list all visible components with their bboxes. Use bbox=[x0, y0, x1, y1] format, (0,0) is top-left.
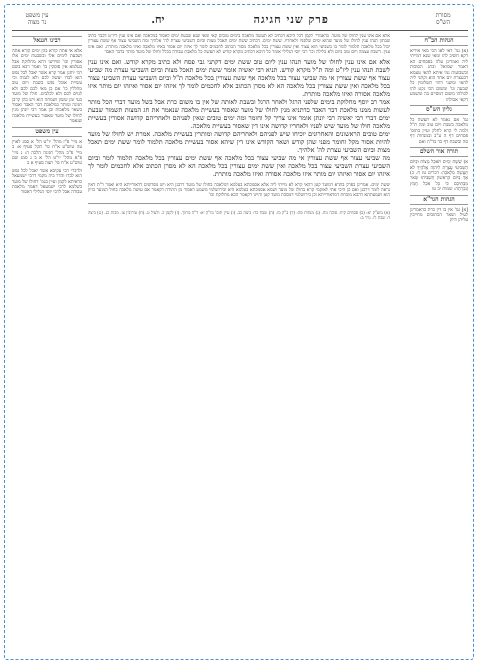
chapter-title: פרק שני חגיגה bbox=[253, 12, 329, 26]
gemara-paragraph-1: אלא אם אינו ענין לחולו של מועד תנהו ענין ליום טוב ששת ימים דקתני גבי פסח ולא כתיב מקרא קודש. ואם אינו ענין לשבת תנהו ענין ליו"ט ומה ת"ל מקרא קודש. תניא רבי יאשיה אומר ששת ימים תאכל מצות וביום השביעי עצרת מה שביעי עצור אף ששת עצורין אי מה שביעי עצור בכל מלאכה אף ששת עצורין בכל מלאכה ת"ל וביום השביעי עצרת השביעי עצור בכל מלאכה ואין ששת עצורין בכל מלאכה הא לא מסרן הכתוב אלא לחכמים לומר לך איזהו יום אסור ואיזהו יום מותר איזו מלאכה אסורה ואיזו מלאכה מותרת. bbox=[88, 58, 390, 99]
haggahot-bach-title: הגהות הב"ח bbox=[410, 36, 468, 46]
left-column-extra-text: ולדברי רבי עקיבא אשר יאכל לכל נפש הוא לבדו והדר ביה מקמי דרבי ישמעאל כדאיתא לקמן ועיין בגמ' דחולו של מועד בשלמא לרבי ישמעאל דאמר מלאכת עבודה אבל לרבי יוסי הגלילי דאסור bbox=[12, 168, 82, 196]
header-rule bbox=[12, 30, 468, 31]
masoret-label: מסורת הש"ס bbox=[435, 12, 451, 26]
gemara-text bbox=[88, 58, 390, 178]
notes-text: (א) מוע"ק יא: (ב) פסחים קיח. סוכה מח. (ג) מנחות סה: (ד) ב"ק מו. (ה) שבת כד: ביצה כב. (ו) עיין תוס' מו"ק יא: ד"ה מתוך. (ז) לקמן כ. ולעיל ט. (ח) עירובין צו. מכות כג. (ט) ביצה ד: שבת לז. נזיר ב: bbox=[88, 210, 390, 221]
rabbeinu-chananel-text: אלא אי אתה קורא בהן ימים קורא אתה ושבעת לימים אלו ובשבעת ימים אלו אסורין וכו' ופירשו דהא מחלוקת אבל בעלמא אין פוסקין כו' ואמר רבא בשם רבי יוחנן אמר קרא אשר יאכל לכל נפש הוא לבדו יעשה לכם ולא לגבוה וכי עשיית אוכל נפש בשבת ויום טוב מחללין כו' אם כן מאי לכם לכם ולא לגוים לכם ולא לכלבים. חולו של מועד בעי זמן ששון ושמחה הוא ויש בהן קרבן חגיגה ומותר במלאכת דבר האבד ואסור בשאר מלאכות וכן אמר רבי יונתן מנין לחולו של מועד שאסור בעשיית מלאכה שנאמר bbox=[12, 49, 82, 125]
gilyon-shas-title: גליון הש"ס bbox=[410, 105, 468, 115]
left-margin-column bbox=[12, 34, 82, 644]
ein-mishpat-label: עין משפט נר מצוה bbox=[25, 12, 49, 26]
haggahot-bach-text: (א) גמ' דאי לאו הכי מאי איריא דקא חשיב להו ומאי שנא דמייתי ליה ואמרינן עלה בפסחים הא דאמר שמואל ובחג הסוכות ובשבועות נמי איתא להאי טעמא דבעצרת יום אחד הוא וקתני ליה להאי ומשני דהוי תשלומין כל שבעה וגו' ומשום הכי נקט להו לכולהו משום דמסיים בה ומשמע דקאי אכולהו bbox=[410, 49, 468, 103]
gemara-paragraph-3: ימים טובים הראשונים והאחרונים יוכיחו שיש לפניהם ולאחריהם קדושה ומותרין בעשיית מלאכה. אמרת יש לחולו של מועד להיות אסור מקל וחומר מפני שהן קודש ושאר הקודש אינו דין שיהא אסור בעשיית מלאכה תלמוד לומר ששת ימים תאכל מצות וביום השביעי עצרת לה' אלהיך. bbox=[88, 130, 390, 155]
bottom-notes bbox=[88, 203, 390, 220]
page-header bbox=[12, 10, 468, 28]
gemara-paragraph-2: אמר רב יוסף מחלוקת בימים שלפני הרגל ולאחר הרגל ובשבת לאותה של אין בו משום כרת אבל בשל מועד דברי הכל מותר לעשות ממנו מלאכת דבר האבד כדתניא מנין לחולו של מועד שאסור בעשיית מלאכה שנאמר את חג המצות תשמור שבעת ימים דברי רבי יאשיה רבי יונתן אומר אינו צריך קל וחומר ומה ימים טובים שאין לפניהם ולאחריהם קדושה אסורין בעשיית מלאכה חולו של מועד שיש לפניו ולאחריו קדושה אינו דין שאסור בעשיית מלאכה. bbox=[88, 98, 390, 131]
tosafot-commentary bbox=[88, 183, 390, 199]
torah-or-text: א) שֵׁשֶׁת יָמִים תֹּאכַל מַצּוֹת וּבַיּוֹם הַשְּׁבִיעִי עֲצֶרֶת לַיהוָה אֱלֹהֶיךָ לֹא תַעֲשֶׂה מְלָאכָה: דברים טז ח. ב) אַךְ בַּיּוֹם הָרִאשׁוֹן תַּשְׁבִּיתוּ שְּׂאֹר מִבָּתֵּיכֶם כִּי כָּל אֹכֵל חָמֵץ וְנִכְרְתָה: שמות יב טו bbox=[410, 160, 468, 193]
tosafot-text: ששת ימים. אמרינן בפרק בתרא דמועד קטן דהאי קרא לא מייתי ליה אלא אסמכתא בעלמא דמלאכה בחולו של מועד דרבנן היא ויש מפרשים דדאורייתא היא ואמר ר"ת דאין נראה לומר דרבנן ואם כן היכי אתי לאוקמי קרא בחולו של מועד ושמא אסמכתא בעלמא היא ובירושלמי משמע דאסור מן התורה דקאמר אם עושה מלאכה בחול המועד בזיון הוא ושמעתתא דהכא מוכחת דמדאורייתא וכן בירושלמי דמסכת מועד קטן והיינו דקאמר הכא מחלוקת וכו' bbox=[88, 182, 390, 199]
gilyon-shas-text: גמ' אם נאמר לא תעשה כל מלאכה בשבת ויום טוב ומה ת"ל ולמה לי קרא לחלק ועיין בתוס' פסחים דף ה ע"ב ובמנחות דף סה ובשבת דף כד בד"ה ואם bbox=[410, 118, 468, 145]
folio-number: יח. bbox=[151, 12, 165, 26]
ein-mishpat-title: עין משפט bbox=[12, 127, 82, 137]
gemara-paragraph-4: מה שביעי עצור אף ששת עצורין אי מה שביעי עצור בכל מלאכה אף ששת ימים עצורין בכל מלאכה תלמוד לומר וביום השביעי עצרת השביעי עצור בכל מלאכה ואין ששת ימים עצורין בכל מלאכה הא לא מסרן הכתוב אלא לחכמים לומר לך איזהו יום אסור ואיזהו יום מותר איזו מלאכה אסורה ואיזו מלאכה מותרת. bbox=[88, 154, 390, 179]
right-margin-column bbox=[410, 34, 468, 644]
haggahot-gra-title: הגהות הגר"א bbox=[410, 195, 468, 205]
ein-mishpat-text: א מיי' פ"ז מהל' יו"ט הל' א סמג לאוין עה טוש"ע א"ח סי' תקל סעיף א: ב מיי' פ"ב מהל' חגיגה הלכה ה: ג מיי' פ"א מהל' יו"ט הל' א ב ג סמג שם טוש"ע א"ח סי' תצה סעיף א ב bbox=[12, 139, 82, 167]
rashi-commentary bbox=[88, 34, 390, 55]
torah-or-title: תורה אור השלם bbox=[410, 147, 468, 157]
rashi-text: אלא אם אינו ענין לחולו של מועד. כדאמרי' לקמן דכל היכא דכתיב לא תעשה מלאכה בימים טובים קאי ומאי שנא שבעת ימים לאסור במלאכה ואם אינו ענין ליו"ט דכבר כתיב שבתון תנהו ענין לחולו של מועד שהוא ימים שלפניו ולאחריו. ששת ימים. דכתיב ששת ימים תאכל מצות וביום השביעי עצרת לה' אלהיך ומה השביעי עצור אף ששת עצורין יכול בכל מלאכה תלמוד לומר בו בשביעי הוא עצור ואין ששת עצורין בכל מלאכה מסור הכתוב לחכמים לומר לך איזה יום אסור באיזו מלאכה ואיזו מלאכה מותרת. ואם אינו ענין. דשבת עצמה ויום טוב ביום ולא בלילה וכו' רבי יוסי הגלילי אומר כל היכא דכתיב מקרא קודש לא תעשה כל מלאכת עבודה בכלל וחולו של מועד מותר בדבר האבד bbox=[88, 34, 390, 55]
haggahot-gra-text: [א] גמ' אין בו דין כרת כדאמרינן לעיל ושאר הכתובים מחייבין עליהן ודוק bbox=[410, 207, 468, 224]
rabbeinu-chananel-title: רבינו חננאל bbox=[12, 36, 82, 46]
main-text-block bbox=[88, 34, 390, 644]
